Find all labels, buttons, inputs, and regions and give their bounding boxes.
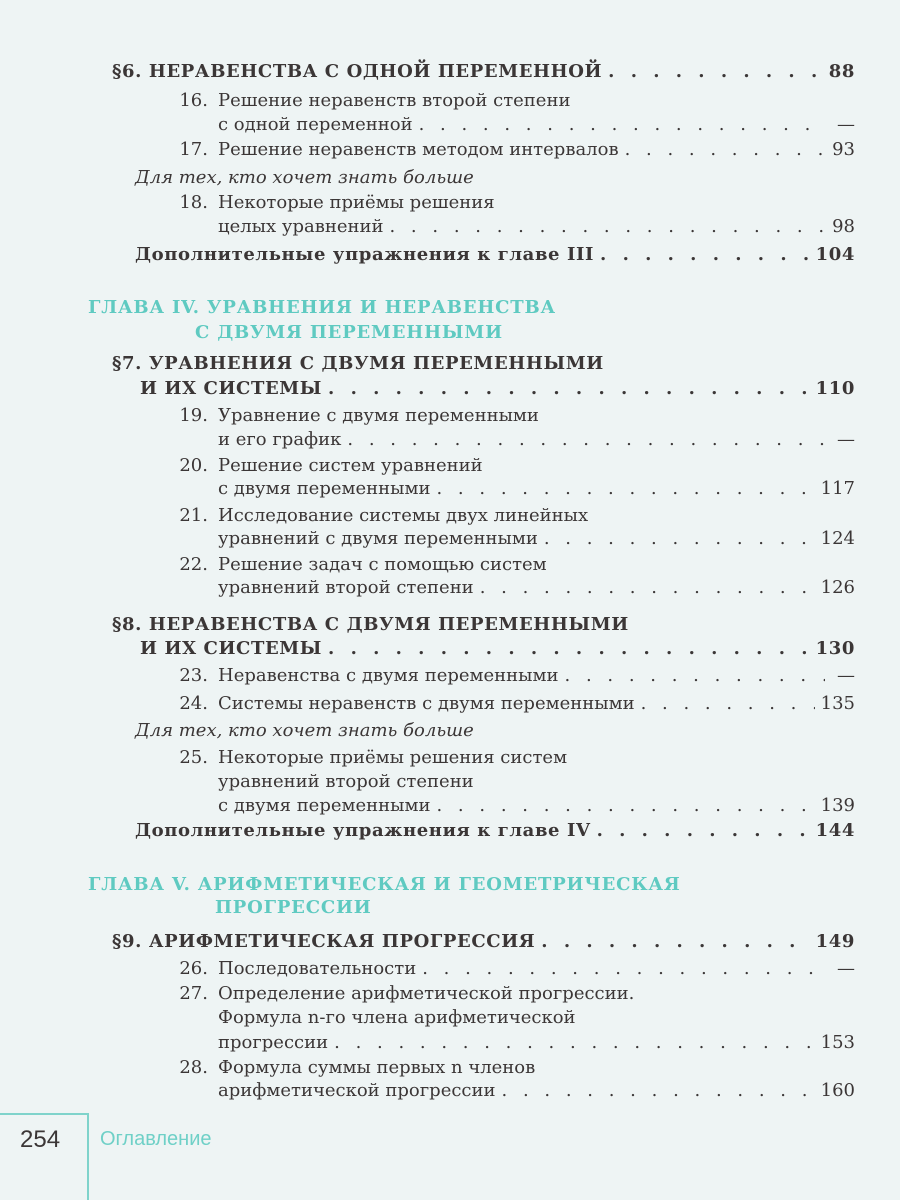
toc-item-21[interactable]: Исследование системы двух линейных [218,505,589,526]
toc-section-7[interactable]: §7. УРАВНЕНИЯ С ДВУМЯ ПЕРЕМЕННЫМИ [112,353,604,374]
toc-item-20[interactable]: Решение систем уравнений [218,455,483,476]
item-title: Решение неравенств второй степени [218,90,571,111]
chapter-4-title[interactable]: ГЛАВА IV. УРАВНЕНИЯ И НЕРАВЕНСТВА [88,297,556,318]
toc-section-9[interactable] [112,930,855,954]
toc-section-7-cont[interactable] [140,377,855,401]
chapter-5-title[interactable]: ГЛАВА V. АРИФМЕТИЧЕСКАЯ И ГЕОМЕТРИЧЕСКАЯ [88,874,681,895]
extra-label: Для тех, кто хочет знать больше [135,167,474,188]
leader [544,527,815,551]
leader [334,1031,815,1055]
item-title: Дополнительные упражнения к главе III [135,244,595,265]
item-title: и его график [218,429,342,450]
item-number: 21. [179,505,208,526]
item-title: Дополнительные упражнения к главе IV [135,820,591,841]
item-number: 25. [179,747,208,768]
item-title: Последовательности [218,958,417,979]
page-ref: 126 [820,577,855,598]
toc-item-23[interactable] [218,664,855,688]
leader [608,60,823,84]
leader [480,576,815,600]
page-ref: 149 [815,931,855,952]
leader [436,794,814,818]
page-ref: 124 [820,528,855,549]
toc-item-18[interactable] [218,191,495,215]
leader [541,930,809,954]
item-number: 19. [179,405,208,426]
toc-item-22[interactable]: Решение задач с помощью систем [218,554,547,575]
toc-item-27-cont2[interactable] [218,1031,855,1055]
toc-item-24[interactable] [218,692,855,716]
section-title: §6. НЕРАВЕНСТВА С ОДНОЙ ПЕРЕМЕННОЙ [112,61,603,82]
toc-item-16-cont[interactable] [218,113,855,137]
toc-item-17[interactable] [218,138,855,162]
toc-item-27[interactable]: Определение арифметической прогрессии. [218,983,635,1004]
leader [625,138,825,162]
item-number: 23. [179,665,208,686]
toc-item-19[interactable]: Уравнение с двумя переменными [218,405,539,426]
toc-item-19-cont[interactable] [218,428,855,452]
item-number: 17. [179,139,208,160]
item-title: с двумя переменными [218,795,431,816]
item-title: Решение неравенств методом интервалов [218,139,619,160]
leader [328,377,810,401]
toc-item-18-cont[interactable] [218,215,855,239]
chapter-5-title-cont[interactable]: ПРОГРЕССИИ [215,897,372,918]
item-title: Системы неравенств с двумя переменными [218,693,635,714]
leader [565,664,826,688]
item-title: Некоторые приёмы решения [218,192,495,213]
item-title: уравнений с двумя переменными [218,528,538,549]
item-number: 26. [179,958,208,979]
page-ref: 139 [820,795,855,816]
page-ref: 130 [815,638,855,659]
item-title: арифметической прогрессии [218,1080,496,1101]
toc-item-16[interactable] [218,89,570,113]
page-ref: 88 [828,61,855,82]
running-title: Оглавление [100,1128,212,1150]
leader [422,957,825,981]
toc-item-20-cont[interactable] [218,477,855,501]
page-ref: — [837,429,855,450]
item-title: с двумя переменными [218,478,431,499]
item-number: 28. [179,1057,208,1078]
leader [436,477,814,501]
page-ref: 93 [832,139,855,160]
section-title: §9. АРИФМЕТИЧЕСКАЯ ПРОГРЕССИЯ [112,931,536,952]
page-ref: 153 [820,1032,855,1053]
footer-divider [0,1113,88,1115]
page-number: 254 [20,1126,61,1153]
toc-item-22-cont[interactable] [218,576,855,600]
extra-label: Для тех, кто хочет знать больше [135,720,474,741]
page-ref: — [837,958,855,979]
item-number: 16. [179,90,208,111]
page-ref: 117 [820,478,855,499]
item-title: целых уравнений [218,216,384,237]
toc-item-25[interactable]: Некоторые приёмы решения систем [218,747,568,768]
page-ref: 135 [820,693,855,714]
leader [597,819,810,843]
section-title: И ИХ СИСТЕМЫ [140,378,323,399]
toc-item-25-cont[interactable]: уравнений второй степени [218,771,474,792]
item-title: прогрессии [218,1032,329,1053]
toc-item-25-cont2[interactable] [218,794,855,818]
toc-item-21-cont[interactable] [218,527,855,551]
leader [600,243,810,267]
item-title: уравнений второй степени [218,577,474,598]
toc-section-8[interactable]: §8. НЕРАВЕНСТВА С ДВУМЯ ПЕРЕМЕННЫМИ [112,614,629,635]
item-title: с одной переменной [218,114,413,135]
toc-extra-exercises-4[interactable] [135,819,855,843]
toc-section-6[interactable] [112,60,855,84]
chapter-4-title-cont[interactable]: С ДВУМЯ ПЕРЕМЕННЫМИ [195,322,503,343]
item-number: 18. [179,192,208,213]
page-ref: 104 [815,244,855,265]
item-number: 22. [179,554,208,575]
toc-item-27-cont[interactable]: Формула n-го члена арифметической [218,1007,576,1028]
toc-item-28-cont[interactable] [218,1079,855,1103]
item-number: 27. [179,983,208,1004]
item-title: Неравенства с двумя переменными [218,665,559,686]
toc-item-28[interactable]: Формула суммы первых n членов [218,1057,536,1078]
toc-extra-exercises-3[interactable] [135,243,855,267]
footer-divider-vertical [87,1113,89,1200]
leader [502,1079,815,1103]
item-number: 24. [179,693,208,714]
leader [328,637,810,661]
page-ref: 98 [832,216,855,237]
page-ref: — [837,114,855,135]
page-ref: 144 [815,820,855,841]
toc-item-26[interactable] [218,957,855,981]
page-ref: — [837,665,855,686]
leader [419,113,825,137]
page-ref: 160 [820,1080,855,1101]
item-number: 20. [179,455,208,476]
leader [389,215,825,239]
page-ref: 110 [815,378,855,399]
toc-section-8-cont[interactable] [140,637,855,661]
section-title: И ИХ СИСТЕМЫ [140,638,323,659]
leader [347,428,825,452]
leader [641,692,815,716]
